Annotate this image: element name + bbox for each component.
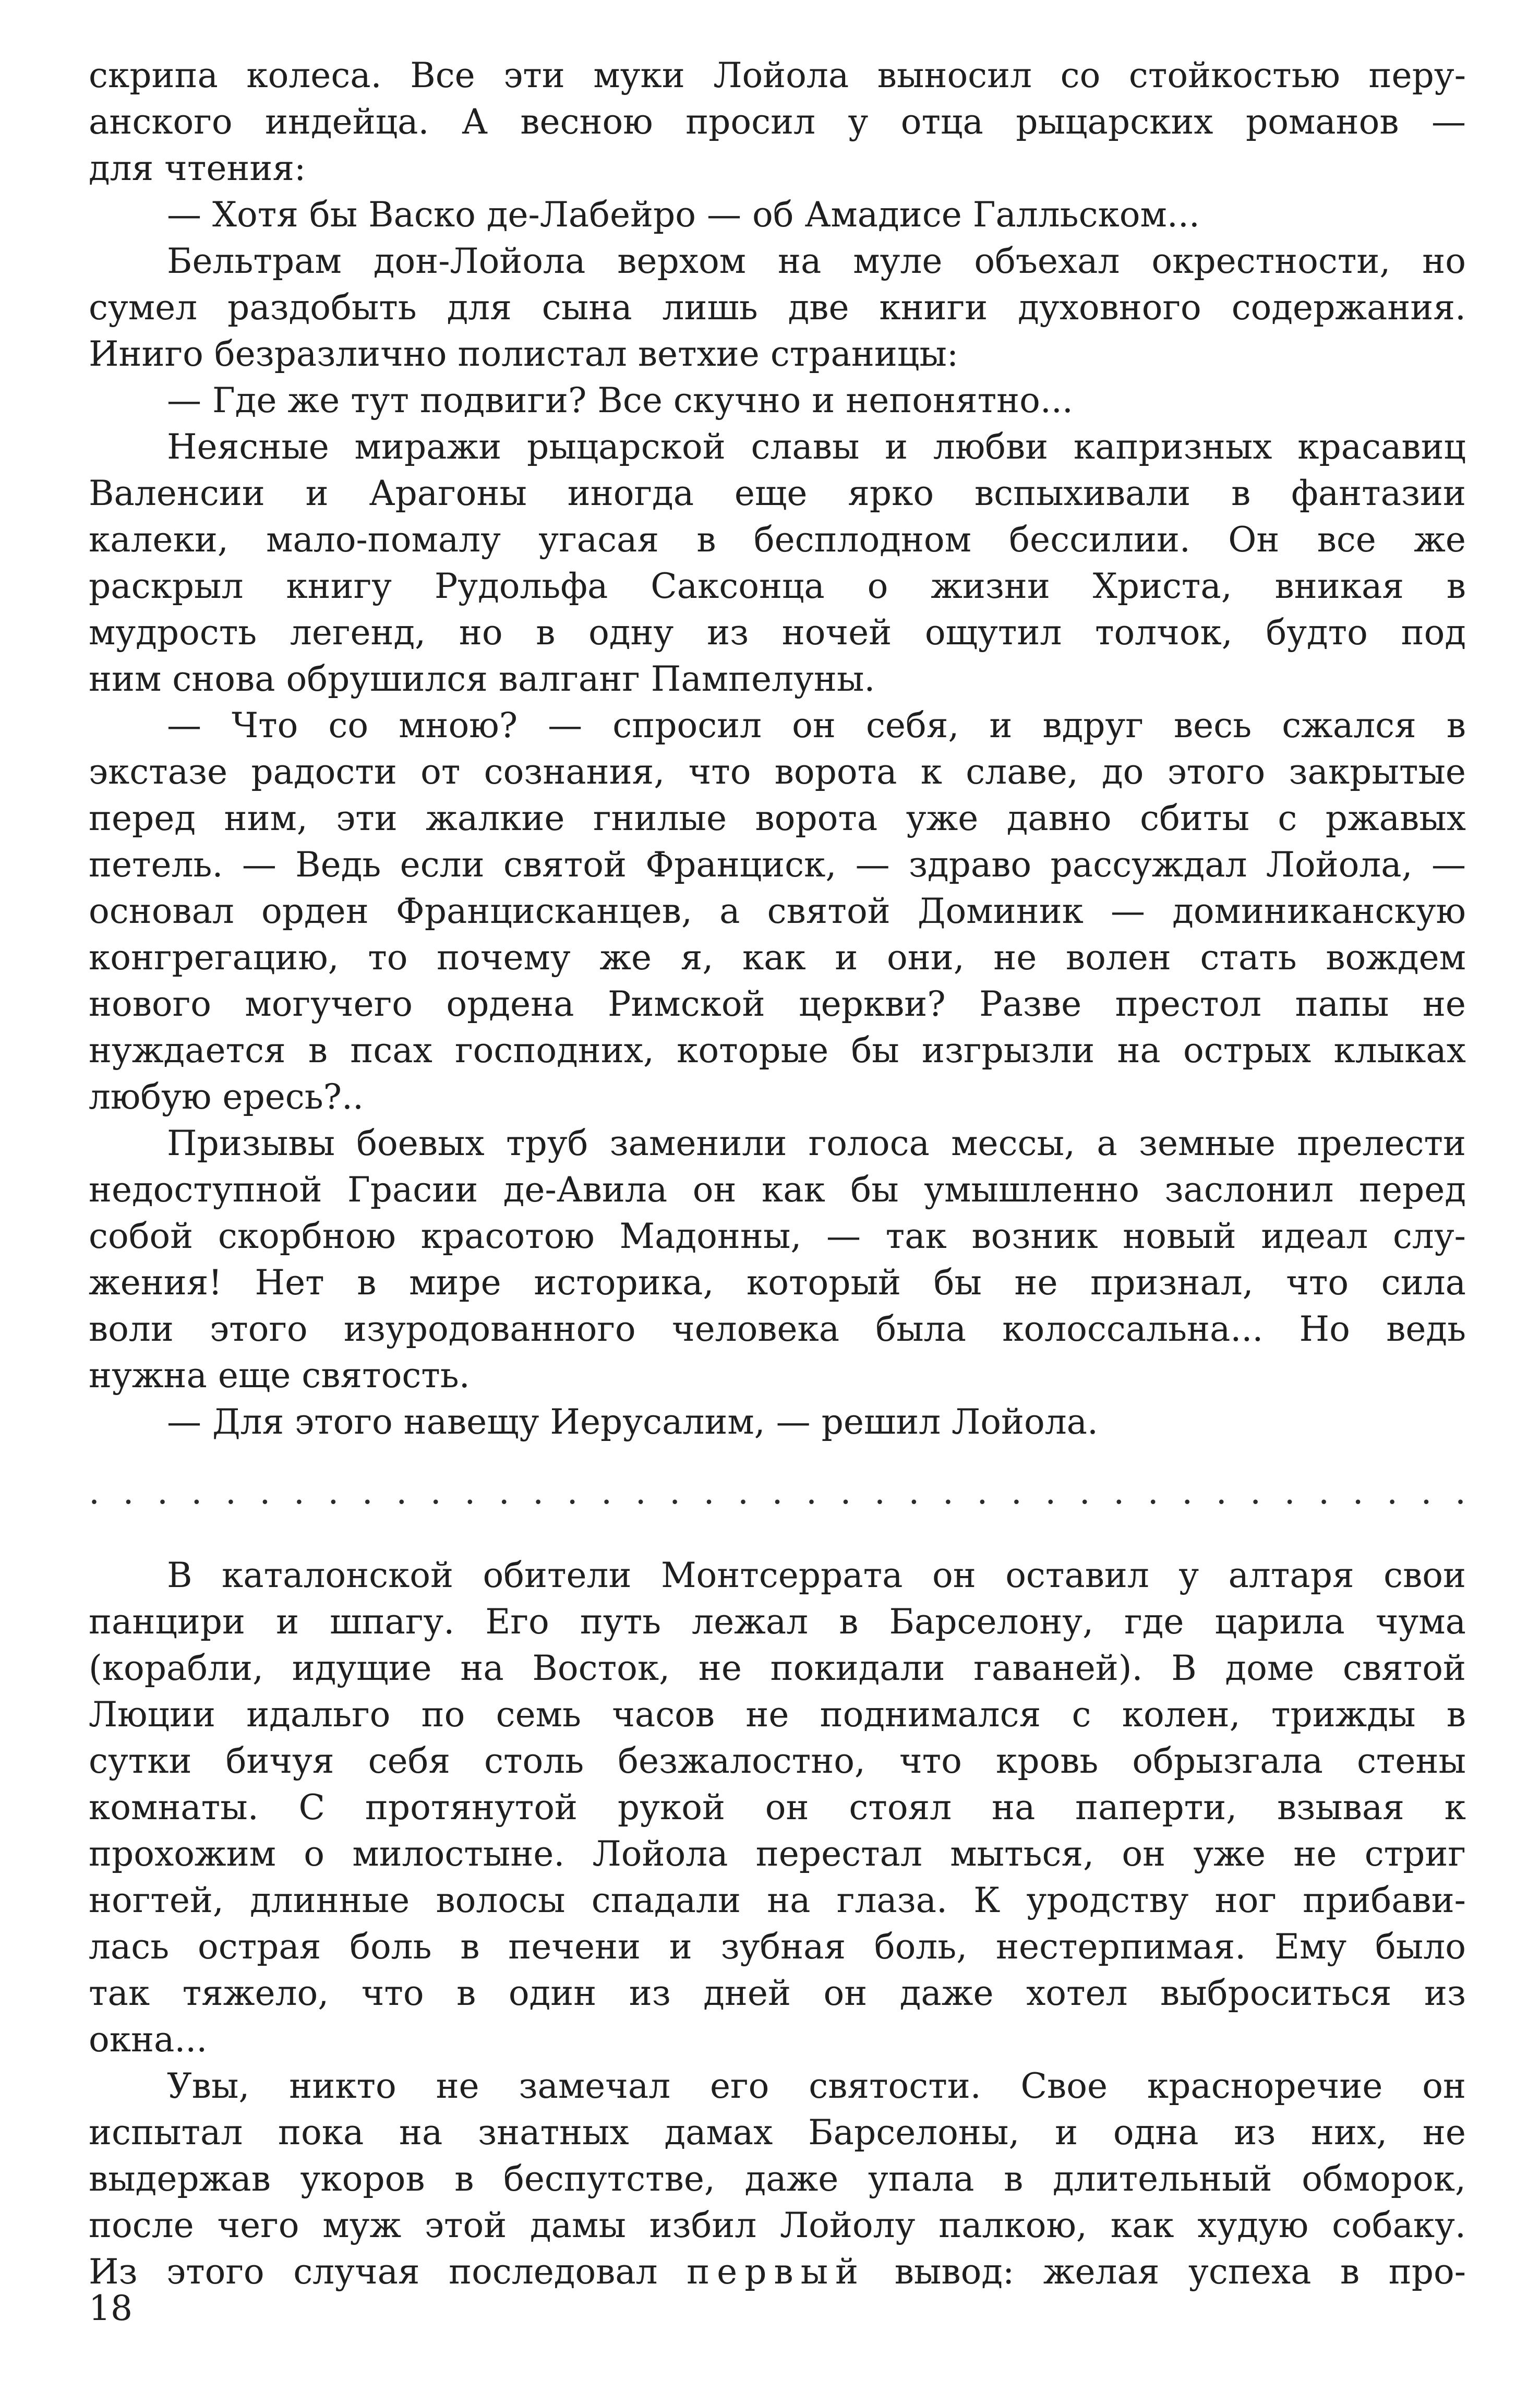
final-line-end: вывод: желая успеха в про-: [894, 2252, 1466, 2292]
text-line: экстазе радости от сознания, что ворота к славе, до этого закрытые: [89, 752, 1466, 792]
text-line: калеки, мало-помалу угасая в бесплодном бессилии. Он все же: [89, 520, 1466, 560]
text-line-final: [89, 2249, 1466, 2295]
text-line: скрипа колеса. Все эти муки Лойола выносил со стойкостью перу-: [89, 55, 1466, 95]
page-number: 18: [89, 2288, 133, 2328]
text-line: Люции идальго по семь часов не поднимался с колен, трижды в: [89, 1694, 1466, 1735]
text-line: анского индейца. А весною просил у отца рыцарских романов —: [89, 102, 1466, 142]
text-line: нового могучего ордена Римской церкви? Разве престол папы не: [89, 984, 1466, 1024]
text-line: панцири и шпагу. Его путь лежал в Барселону, где царила чума: [89, 1602, 1466, 1642]
text-line: — Что со мною? — спросил он себя, и вдруг весь сжался в: [167, 705, 1466, 746]
text-line: так тяжело, что в один из дней он даже хотел выброситься из: [89, 1973, 1466, 2013]
text-line: перед ним, эти жалкие гнилые ворота уже давно сбиты с ржавых: [89, 798, 1466, 838]
text-line: петель. — Ведь если святой Франциск, — здраво рассуждал Лойола, —: [89, 845, 1466, 885]
text-line: конгрегацию, то почему же я, как и они, не волен стать вождем: [89, 937, 1466, 978]
text-line: В каталонской обители Монтсеррата он оставил у алтаря свои: [167, 1555, 1466, 1595]
final-line-start: Из этого случая последовал: [89, 2252, 658, 2292]
text-line: жения! Нет в мире историка, который бы не признал, что сила: [89, 1263, 1466, 1303]
text-line: ногтей, длинные волосы спадали на глаза. К уродству ног прибави-: [89, 1880, 1466, 1920]
text-line: для чтения:: [89, 148, 306, 188]
text-line: нужна еще святость.: [89, 1355, 470, 1396]
text-line: (корабли, идущие на Восток, не покидали гаваней). В доме святой: [89, 1648, 1466, 1688]
text-line: комнаты. С протянутой рукой он стоял на паперти, взывая к: [89, 1787, 1466, 1828]
section-separator: . . . . . . . . . . . . . . . . . . . . . . . . . . . . . . . . . . . . . . . . .: [89, 1476, 1466, 1508]
text-line: нуждается в псах господних, которые бы изгрызли на острых клыках: [89, 1030, 1466, 1071]
text-line: Увы, никто не замечал его святости. Свое красноречие он: [167, 2066, 1466, 2106]
text-line: испытал пока на знатных дамах Барселоны, и одна из них, не: [89, 2112, 1466, 2153]
text-line: Иниго безразлично полистал ветхие страницы:: [89, 334, 959, 374]
text-line: — Хотя бы Васко де-Лабейро — об Амадисе Галльском...: [167, 195, 1200, 235]
text-line: мудрость легенд, но в одну из ночей ощутил толчок, будто под: [89, 612, 1466, 653]
text-line: — Где же тут подвиги? Все скучно и непонятно...: [167, 380, 1073, 420]
text-line: сутки бичуя себя столь безжалостно, что кровь обрызгала стены: [89, 1741, 1466, 1781]
text-line: воли этого изуродованного человека была колоссальна... Но ведь: [89, 1309, 1466, 1349]
text-line: окна...: [89, 2020, 208, 2060]
text-block-top: [89, 52, 1466, 1445]
text-line: Валенсии и Арагоны иногда еще ярко вспыхивали в фантазии: [89, 473, 1466, 513]
emphasized-word: первый: [687, 2252, 866, 2292]
text-line: выдержав укоров в беспутстве, даже упала в длительный обморок,: [89, 2159, 1466, 2199]
text-line: Неясные миражи рыцарской славы и любви капризных красавиц: [167, 427, 1466, 467]
text-line: Призывы боевых труб заменили голоса мессы, а земные прелести: [167, 1123, 1466, 1163]
text-block-bottom: [89, 1552, 1466, 2295]
text-line: после чего муж этой дамы избил Лойолу палкою, как худую собаку.: [89, 2205, 1466, 2245]
text-line: — Для этого навещу Иерусалим, — решил Лойола.: [167, 1402, 1098, 1442]
text-line: ним снова обрушился валганг Пампелуны.: [89, 659, 875, 699]
text-line: Бельтрам дон-Лойола верхом на муле объехал окрестности, но: [167, 241, 1466, 281]
text-line: основал орден Францисканцев, а святой Доминик — доминиканскую: [89, 891, 1466, 931]
text-line: собой скорбною красотою Мадонны, — так возник новый идеал слу-: [89, 1216, 1466, 1256]
text-line: сумел раздобыть для сына лишь две книги духовного содержания.: [89, 287, 1466, 328]
text-line: лась острая боль в печени и зубная боль, нестерпимая. Ему было: [89, 1927, 1466, 1967]
text-line: прохожим о милостыне. Лойола перестал мыться, он уже не стриг: [89, 1834, 1466, 1874]
text-line: раскрыл книгу Рудольфа Саксонца о жизни Христа, вникая в: [89, 566, 1466, 606]
text-line: недоступной Грасии де-Авила он как бы умышленно заслонил перед: [89, 1170, 1466, 1210]
text-line: любую ересь?..: [89, 1077, 364, 1117]
